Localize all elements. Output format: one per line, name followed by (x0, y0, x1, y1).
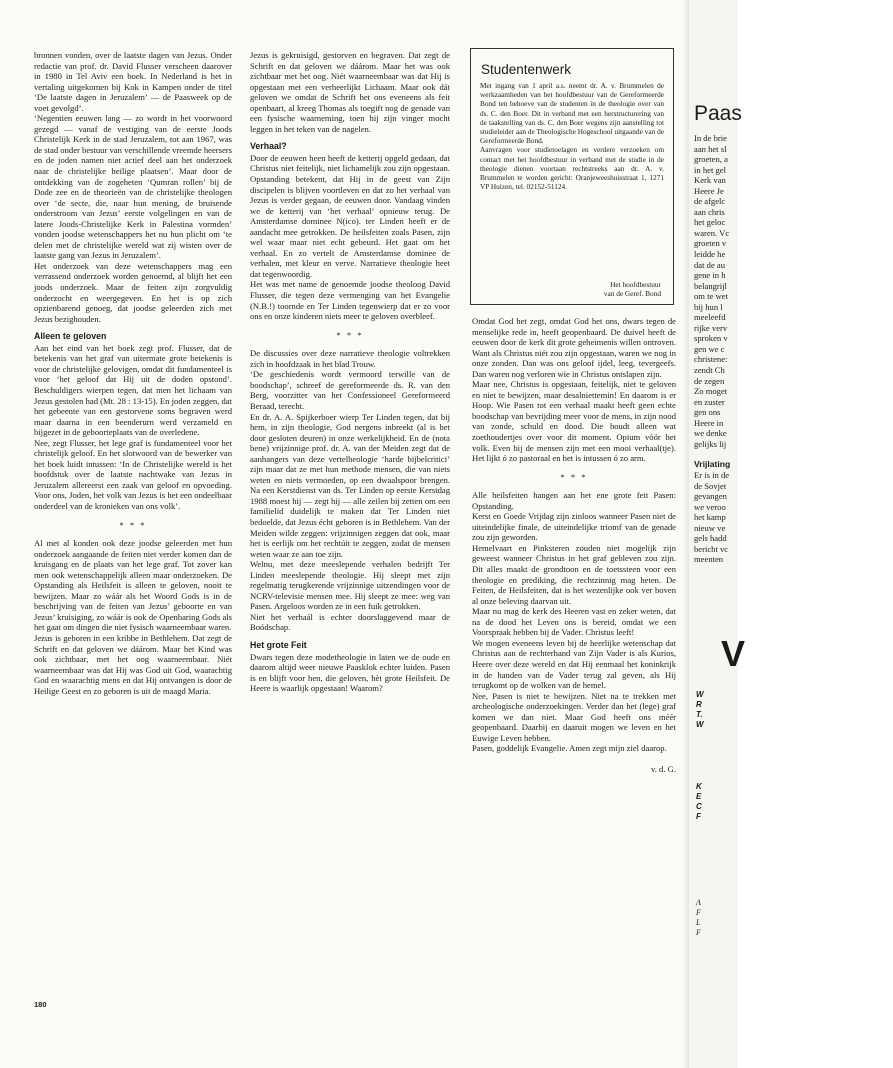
paragraph: Hemelvaart en Pinksteren zouden niet mogelijk zijn geweest wanneer Christus in het graf gebleven zou zijn. Dit alles maakt de grondtoon en de toetssteen voor een theologie en prediking, die rechtzinnig mag heten. De Feiten, de Heilsfeiten, dat is het wezenlijke ook ver boven al onze beleving daarvan uit. (472, 542, 676, 606)
adjacent-ad-text (696, 782, 702, 822)
adjacent-text-line: gelijks lij (694, 438, 727, 449)
paragraph: Nee, zegt Flusser, het lege graf is fundamenteel voor het christelijk geloof. En het slotwoord van de bewerker van het boek luidt intussen: ‘In de Christelijke wereld is het hoofdstuk over de laatste nachtwake van Jezus in Jeruzalem allereerst een zaak van geloof en opvoeding. Voor ons, Joden, het volk van Jezus is het een ondeelbaar onderdeel van de kronieken van ons volk’. (34, 437, 232, 511)
box-signature-line: Het hoofdbestuur (610, 279, 661, 289)
adjacent-ad-line: K (696, 782, 702, 791)
adjacent-text-line: gen ons (694, 407, 721, 418)
section-divider: * * * (336, 329, 364, 340)
adjacent-ad-line: R (696, 700, 702, 709)
adjacent-ad-line: T. (696, 710, 703, 719)
adjacent-ad-line: W (696, 720, 704, 729)
paragraph: Niet het verhaál is echter doorslaggevend maar de Boódschap. (250, 611, 450, 633)
adjacent-text-line: gen we c (694, 343, 725, 354)
adjacent-text-line: de afgelc (694, 196, 726, 207)
adjacent-text-line: gels hadd (694, 533, 727, 544)
paragraph: Welnu, met deze meeslepende verhalen bedrijft Ter Linden meeslepende theologie. Hij sleept met zijn regelmatig terugkerende vrijzinnige uitzendingen voor de NCRV-televisie mensen mee. Hij sleept ze mee: weg van Pasen. Argeloos worden ze in een fuik getrokken. (250, 559, 450, 612)
subheading-het-grote-feit: Het grote Feit (250, 639, 307, 650)
adjacent-ad-line: F (696, 928, 701, 937)
adjacent-text-line: Heere Je (694, 185, 724, 196)
adjacent-text-line: meeleefd (694, 312, 726, 323)
paragraph: Het was met name de genoemde joodse theoloog David Flusser, die tegen deze vermenging van het Evangelie (N.B.!) toornde en Ter Linden tegenwierp dat er zo voor ons en onze kinderen niets meer te geloven overbleef. (250, 279, 450, 322)
paragraph: Maar nee, Christus is opgestaan, feitelijk, niet te geloven en niet te bewijzen, maar desalniettemin! En daarom is er Hoop. Wie Pasen tot een verhaal maakt heeft geen echte boodschap van bevrijding meer voor de mens, in zijn nood van zonde, schuld en dood. Die houdt alleen wat zoethoudertjes over voor dit moment. Opium vóór het volk. Even bij de mensen zijn met een mooi verhaal(tje). Het lijkt ó zo pastoraal en het is intussen ó zo arm. (472, 379, 676, 464)
adjacent-text-line: aan chris (694, 206, 725, 217)
adjacent-text-line: gene in h (694, 270, 726, 281)
column-left (34, 50, 232, 696)
paragraph: Maar nu mag de kerk des Heeren vast en zeker weten, dat na de dood het Leven ons is bereid, omdat we een Voorspraak hebben bij de Vader. Christus leeft! (472, 606, 676, 638)
section-divider: * * * (119, 519, 147, 530)
paragraph: Jezus is gekruisigd, gestorven en begraven. Dat zegt de Schrift en dat geloven we dáárom. Maar het was ook zichtbaar met het oog. Niét waarneembaar was dat Hij is opgestaan met een verheerlijkt Lichaam. Maar ook dát geloven we omdat de Schrift het ons eveneens als feit openbaart, al kreeg Thomas als toegift nog de genade van een fysische waarneming, toen hij zijn vinger mocht leggen in het teken van de nagelen. (250, 50, 450, 134)
section-divider: * * * (560, 471, 588, 482)
adjacent-ad-line: F (696, 908, 701, 917)
adjacent-text-line: waren. Vc (694, 227, 730, 238)
adjacent-text-line: we veroo (694, 501, 726, 512)
paragraph: bronnen vonden, over de laatste dagen van Jezus. Onder redactie van prof. dr. David Flusser verscheen daarover in 1980 in Tel Aviv een boek. In Nederland is het in vertaling uitgekomen bij Kok in Kampen onder de titel ‘De laatste dagen in Jeruzalem’ — de Paasweek op de voet gevolgd’. (34, 50, 232, 113)
adjacent-text-line: de Sovjet (694, 480, 727, 491)
adjacent-text-line: In de brie (694, 133, 727, 143)
paragraph: En dr. A. A. Spijkerboer wierp Ter Linden tegen, dat bij hem, in zijn theologie, God nergens inbreekt (al is het door gesloten deuren) in onze werkelijkheid. En de (nota bene) vrijzinnige prof. dr. A. van der Meiden zegt dat de aanhangers van deze vertelheologie ‘harde bijbelcritici’ zijn maar dat ze met hun methode mensen, die van niets weten en niets vermoeden, op een dwaalspoor brengen. Na een Kerstdienst van ds. Ter Linden op eerste Kerstdag 1988 moest hij — zegt hij — alle zeilen bij zetten om een familielid duidelijk te maken dat Ter Linden niet bedoelde, dat Jezus écht geboren is in Bethlehem. Van der Meiden wilde zeggen: vrijzinnigen zeggen dat ook, maar het is eerlijk om het rechtúit te zeggen, zodat de mensen weten waar ze aan toe zijn. (250, 411, 450, 559)
paragraph: ‘De geschiedenis wordt vermoord terwille van de boodschap’, schreef de gereformeerde ds. R. van den Berg, voorzitter van het Confessioneel Gereformeerd Beraad, terecht. (250, 369, 450, 411)
adjacent-text-line: christene: (694, 354, 728, 365)
page-number: 180 (34, 1000, 47, 1009)
box-paragraph: Met ingang van 1 april a.s. neemt dr. A. v. Brummelen de werkzaamheden van het hoofdbestuur van de Gereformeerde Bond ten behoeve van de studenten in de theologie over van ds. C. den Boer. Dit in verband met een herstructurering van de taakstelling van ds. C. den Boer wegens zijn aanstelling tot studieleider aan de Theologische Hogeschool uitgaande van de Gereformeerde Bond. (480, 81, 664, 146)
paragraph: Kerst en Goede Vrijdag zijn zinloos wanneer Pasen niet de uiteindelijke finale, de uiteindelijke triomf van de genade zou zijn geworden. (472, 511, 676, 543)
adjacent-ad-text (696, 690, 704, 730)
adjacent-text-line: belangrijl (694, 280, 727, 291)
paragraph: ‘Negentien eeuwen lang — zo wordt in het voorwoord gezegd — vanaf de vestiging van de eerste Joods Christelijk Kerk in de stad Jeruzalem, tot aan 1967, was de stad onder bestuur van verschillende vreemde heersers en de joden namen niet actief deel aan het onderzoek naar de christelijke heilige plaatsen’. Maar door de ontdekking van de zogeheten ‘Qumran rollen’ bij de Dode zee en de theorieën van de christelijke theologen over ‘de secte, die, naar hun mening, de bruisende onderstroom van Jezus’ eerste volgelingen en van de latere Joods-Christelijke Kerk in Palestina vormden’ vonden joodse wetenschappers het nu hun plicht om ‘te delen met de christelijke wereld wat zij wisten over de laatste gang van Jezus in Jeruzalem’. (34, 113, 232, 261)
adjacent-ad-line: F (696, 812, 701, 821)
adjacent-ad-text (696, 898, 701, 938)
box-paragraph: Aanvragen voor studietoelagen en verdere verzoeken om contact met het hoofdbestuur in verband met de studie in de theologie dienen voortaan rechtstreeks aan dr. A. v. Brummelen te worden gericht: Oranjeweeshuisstraat 1, 1271 VP Huizen, tel. 02152-51124. (480, 145, 664, 192)
paragraph: De discussies over deze narratieve theologie voltrekken zich in hoofdzaak in het blad Trouw. (250, 348, 450, 369)
adjacent-subheading: Vrijlating (694, 459, 731, 470)
adjacent-page-fragment (689, 0, 746, 1068)
adjacent-text-line: bij hun l (694, 301, 723, 312)
studentenwerk-notice-box (470, 48, 674, 305)
adjacent-text-line: in het gel (694, 164, 726, 175)
column-right (472, 316, 676, 774)
paragraph: Al met al konden ook deze joodse geleerden met hun onderzoek aangaande de feiten niet verder komen dan de kruisgang en de plaats van het lege graf. Tot zover kan men ook wetenschappelijk alleen maar onderzoeken. De Opstanding als Heilsfeit is alleen te geloven, nooit te bewijzen. Maar zo wáár als het Woord Gods is in de beschrijving van de feiten van Jezus’ geboorte en van Jezus’ kruisiging, zo wáár is ook de Openbaring Gods als het gaat om dingen die niet fysisch waarneembaar waren. (34, 538, 232, 633)
adjacent-text-line: rijke verv (694, 322, 728, 333)
column-middle (250, 50, 450, 694)
paragraph: We mogen eveneens leven bij de heerlijke wetenschap dat Christus aan de rechterhand van Zijn Vader is als Kurios, Heere over deze wereld en dat Hij eenmaal het koninkrijk in de handen van de Vader terug zal geven, als Hij terugkomt op de wolken van de hemel. (472, 637, 676, 691)
box-title: Studentenwerk (481, 62, 572, 77)
paragraph: Door de eeuwen heen heeft de ketterij opgeld gedaan, dat Christus niet feitelijk, niet lichamelijk zou zijn opgestaan. Opstanding betekent, dat Hij in de geest van Zijn discipelen is blijven voortleven en dat zo het verhaal van Jezus is verder gegaan, de eeuwen door. Vandaag vinden we de ketterij van ‘het verhaal’ opnieuw terug. De Amsterdamse dominee N(ico). ter Linden heeft er de aandacht mee getrokken. De heilsfeiten zoals Pasen, zijn wel waar maar niet echt gebeurd. Het gaat om het verhaal. En zo vertelt de Amsterdamse dominee de verhalen, met kleur en verve. Narratieve theologie heet dat tegenwoordig. (250, 152, 450, 279)
adjacent-text-line: het geloc (694, 217, 726, 228)
adjacent-text-line: Heere in (694, 417, 724, 428)
adjacent-text-line: groeten, a (694, 154, 728, 165)
adjacent-text-line: gevangen (694, 491, 727, 502)
adjacent-text-line: leidde he (694, 249, 726, 260)
adjacent-page-text (694, 133, 730, 565)
adjacent-ad-letter: V (721, 633, 746, 674)
adjacent-text-line: om te wet (694, 291, 728, 302)
adjacent-text-line: Kerk van (694, 175, 726, 186)
adjacent-ad-line: C (696, 802, 702, 811)
adjacent-page-title: Paas (694, 102, 742, 125)
paragraph: Nee, Pasen is niet te bewijzen. Niet na te trekken met archeologische onderzoekingen. Verder dan het (lege) graf komen we dan niet. Maar God heeft ons méér geopenbaard. Daarbij en daaruit mogen we leven en het Euwige Leven hebben. (472, 690, 676, 743)
box-signature-line: van de Geref. Bond (603, 288, 661, 298)
adjacent-text-line: we denke (694, 428, 727, 439)
paragraph: Pasen, goddelijk Evangelie. Amen zegt mijn ziel daarop. (472, 743, 667, 754)
adjacent-text-line: sproken v (694, 333, 728, 344)
paragraph: Omdat God het zegt, omdat God het ons, dwars tegen de menselijke rede in, heeft geopenbaard. De duivel heeft de eeuwen door de kerk dit grote geheimenis willen ontroven. Want als Christus niét zou zijn opgestaan, waren we nog in onze zonden. Dan was ons geloof ijdel, leeg, tevergeefs. Dan waren nog verloren wie in Christus ontslapen zijn. (472, 316, 676, 379)
adjacent-ad-line: E (696, 792, 702, 801)
adjacent-text-line: aan het sl (694, 143, 727, 154)
box-signature (604, 280, 661, 298)
adjacent-text-line: Er is in de (694, 469, 730, 480)
subheading-verhaal: Verhaal? (250, 141, 287, 152)
adjacent-text-line: en zuster (694, 396, 725, 407)
adjacent-text-line: nieuw ve (694, 522, 726, 533)
adjacent-text-line: het kamp (694, 512, 726, 523)
adjacent-ad-line: L (696, 918, 701, 927)
subheading-alleen-te-geloven: Alleen te geloven (34, 331, 107, 342)
adjacent-ad-line: W (696, 690, 704, 699)
adjacent-text-line: zendt Ch (694, 365, 725, 376)
author-signature: v. d. G. (651, 763, 676, 774)
paragraph: Het onderzoek van deze wetenschappers mag een verrassend onderzoek worden genoemd, al blijft het een joods onderzoek. Maar de feiten zijn zorgvuldig onderzocht en weergegeven. En het is op zich opzienbarend genoeg, dat joodse geleerden zich met Jezus bezighouden. (34, 260, 232, 324)
adjacent-text-line: Zo moget (694, 386, 728, 397)
adjacent-ad-line: A (696, 898, 701, 907)
adjacent-text-line: bericht vc (694, 543, 729, 554)
paragraph: Jezus is geboren in een kribbe in Bethlehem. Dat zegt de Schrift en dat geloven we dáárom. Maar het Kind was ook zichtbaar, met het oog waarneembaar. Niét waarneembaar was dat Hij was God uit God, waarachtig God en waarachtig mens en dat Hij ontvangen is door de Heilige Geest en zo geboren is uit de maagd Maria. (34, 632, 232, 696)
paragraph: Aan het eind van het boek zegt prof. Flusser, dat de betekenis van het graf van uitermate grote betekenis is voor de christelijke gelovigen, omdat dit fundamenteel is voor ‘het geloof dat Hij uit de doden opstond’. Beschuldigers wierpen tegen, dat men het lichaam van Jezus gestolen had (Mt. 28 : 13-15). En joden zeggen, dat het gebeente van een gestorvene soms begraven werd maar daarna in een beenderurn werd verzameld en bijgezet in de geboorteplaats van de overledene. (34, 342, 232, 438)
adjacent-text-line: de zegen (694, 375, 725, 386)
adjacent-text-line: dat de au (694, 259, 726, 270)
paragraph: Dwars tegen deze modetheologie in laten we de oude en daarom altijd weer nieuwe Paasklok echter luiden. Pasen is en blijft voor hen, die geloven, hèt grote Heilsfeit. De Heere is waarlijk opgestaan! Waarom? (250, 651, 450, 694)
adjacent-text-line: meenten (694, 554, 724, 565)
adjacent-text-line: groeten v (694, 238, 727, 249)
paragraph: Alle heilsfeiten hangen aan het ene grote feit Pasen: Opstanding. (472, 490, 676, 511)
